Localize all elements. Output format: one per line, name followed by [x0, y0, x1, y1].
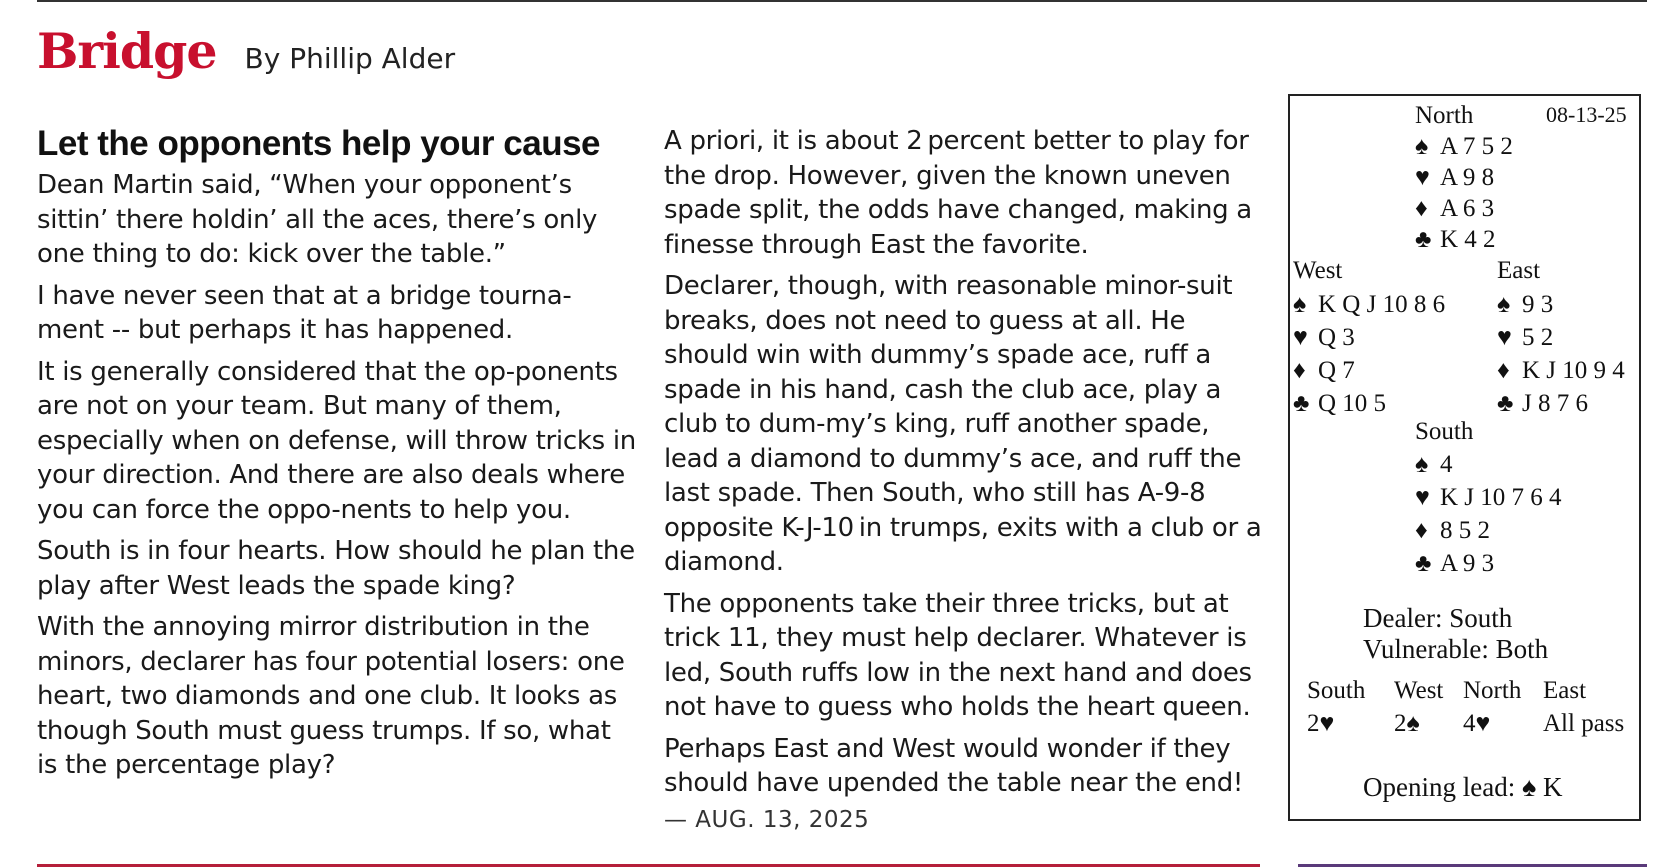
deal-date: 08-13-25: [1546, 102, 1627, 127]
paragraph: The opponents take their three tricks, but at trick 11, they must help declarer. Whatever is led, South ruffs low in the next hand and does not have to guess who holds the heart queen.: [664, 588, 1252, 722]
south-diamonds: ♦ 8 5 2: [1415, 517, 1490, 544]
east-spades: ♠ 9 3: [1497, 291, 1554, 318]
column-title: Bridge: [37, 22, 217, 80]
club-icon: ♣: [1293, 390, 1310, 417]
paragraph: Perhaps East and West would wonder if they should have upended the table near the end!: [664, 733, 1244, 798]
heart-icon: ♥: [1415, 484, 1430, 511]
south-label: South: [1415, 418, 1474, 445]
bottom-rule-purple: [1298, 864, 1647, 867]
article-column-2: [664, 124, 1270, 837]
east-clubs: ♣ J 8 7 6: [1497, 390, 1588, 417]
article-column-1: [37, 124, 637, 790]
paragraph: A priori, it is about 2 percent better to play for the drop. However, given the known uneven spade split, the odds have changed, making a finesse through East the favorite.: [664, 126, 1252, 260]
bridge-diagram: [1288, 94, 1641, 821]
diamond-icon: ♦: [1415, 517, 1428, 544]
heart-icon: ♥: [1415, 164, 1430, 191]
west-label: West: [1293, 257, 1343, 284]
paragraph: It is generally considered that the op-ponents are not on your team. But many of them, especially when on defense, will throw tricks in your direction. And there are also deals where you can force the oppo-nents to help you.: [37, 356, 636, 525]
east-label: East: [1497, 257, 1541, 284]
north-clubs: ♣ K 4 2: [1415, 226, 1496, 253]
west-diamonds: ♦ Q 7: [1293, 357, 1355, 384]
headline: Let the opponents help your cause: [37, 124, 601, 163]
south-hearts: ♥ K J 10 7 6 4: [1415, 484, 1562, 511]
vulnerability: Vulnerable: Both: [1363, 634, 1549, 664]
auction-bid: 2♥: [1307, 710, 1335, 737]
diamond-icon: ♦: [1415, 195, 1428, 222]
diamond-icon: ♦: [1293, 357, 1306, 384]
south-spades: ♠ 4: [1415, 451, 1453, 478]
club-icon: ♣: [1415, 550, 1432, 577]
west-hearts: ♥ Q 3: [1293, 324, 1355, 351]
auction-bid: All pass: [1543, 710, 1625, 737]
paragraph: Dean Martin said, “When your opponent’s sittin’ there holdin’ all the aces, there’s only one thing to do: kick over the table.”: [37, 170, 598, 269]
east-hearts: ♥ 5 2: [1497, 324, 1554, 351]
auction-header-east: East: [1543, 677, 1587, 704]
north-label: North: [1415, 102, 1474, 129]
dealer: Dealer: South: [1363, 603, 1513, 633]
north-hearts: ♥ A 9 8: [1415, 164, 1495, 191]
paragraph: Declarer, though, with reasonable minor-suit breaks, does not need to guess at all. He should win with dummy’s spade ace, ruff a spade in his hand, cash the club ace, play a club to dum-my’s king, ruff another spade, lead a diamond to dummy’s ace, and ruff the last spade. Then South, who still has A-9-8 opposite K-J-10 in trumps, exits with a club or a diamond.: [664, 271, 1262, 577]
auction-bid: 4♥: [1463, 710, 1491, 737]
heart-icon: ♥: [1497, 324, 1512, 351]
auction-header-north: North: [1463, 677, 1522, 704]
east-diamonds: ♦ K J 10 9 4: [1497, 357, 1625, 384]
spade-icon: ♠: [1415, 133, 1429, 160]
auction-header-west: West: [1394, 677, 1444, 704]
paragraph: South is in four hearts. How should he plan the play after West leads the spade king?: [37, 536, 635, 601]
diamond-icon: ♦: [1497, 357, 1510, 384]
west-spades: ♠ K Q J 10 8 6: [1293, 291, 1446, 318]
dateline: — AUG. 13, 2025: [664, 806, 870, 833]
top-rule: [37, 0, 1647, 2]
north-diamonds: ♦ A 6 3: [1415, 195, 1495, 222]
masthead: [37, 22, 455, 80]
paragraph: I have never seen that at a bridge tourna-ment -- but perhaps it has happened.: [37, 280, 572, 345]
club-icon: ♣: [1497, 390, 1514, 417]
auction-bid: 2♠: [1394, 710, 1420, 737]
opening-lead: Opening lead: ♠ K: [1363, 772, 1563, 802]
spade-icon: ♠: [1415, 451, 1429, 478]
paragraph: With the annoying mirror distribution in the minors, declarer has four potential losers: one heart, two diamonds and one club. It looks as though South must guess trumps. If so, what is the percentage play?: [37, 612, 625, 780]
club-icon: ♣: [1415, 226, 1432, 253]
bottom-rule-red: [37, 864, 1260, 867]
west-clubs: ♣ Q 10 5: [1293, 390, 1387, 417]
heart-icon: ♥: [1293, 324, 1308, 351]
south-clubs: ♣ A 9 3: [1415, 550, 1495, 577]
byline: By Phillip Alder: [244, 42, 456, 75]
auction-header-south: South: [1307, 677, 1366, 704]
north-spades: ♠ A 7 5 2: [1415, 133, 1513, 160]
spade-icon: ♠: [1497, 291, 1511, 318]
spade-icon: ♠: [1293, 291, 1307, 318]
